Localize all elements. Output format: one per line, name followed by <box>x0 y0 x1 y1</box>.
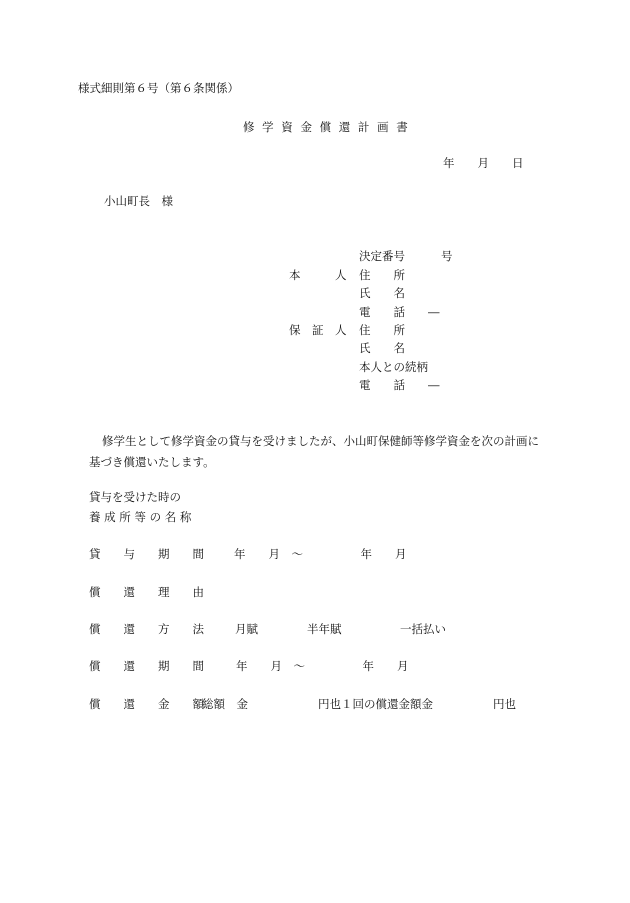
guarantor-heading: 保 証 人 <box>289 323 347 337</box>
principal-address-label: 住 所 <box>359 268 405 282</box>
body-text-line1: 修学生として修学資金の貸与を受けましたが、小山町保健師等修学資金を次の計画に <box>102 434 539 448</box>
repay-period-value: 年 月 ～ 年 月 <box>236 659 409 673</box>
loan-period-value: 年 月 ～ 年 月 <box>234 547 407 561</box>
repay-method-semiannual: 半年賦 <box>307 622 342 636</box>
repay-period-label: 償 還 期 間 <box>89 659 204 673</box>
repay-amount-label: 償 還 金 額 <box>89 697 204 711</box>
form-reference: 様式細則第６号（第６条関係） <box>78 81 239 95</box>
principal-name-label: 氏 名 <box>359 286 405 300</box>
guarantor-relation-label: 本人との続柄 <box>359 360 428 374</box>
guarantor-address-label: 住 所 <box>359 323 405 337</box>
institution-label-line2: 養 成 所 等 の 名 称 <box>89 510 192 524</box>
date-line: 年 月 日 <box>443 156 524 170</box>
addressee: 小山町長 様 <box>104 194 173 208</box>
loan-period-label: 貸 与 期 間 <box>89 547 204 561</box>
repay-method-label: 償 還 方 法 <box>89 622 204 636</box>
decision-number-label: 決定番号 <box>359 249 405 263</box>
principal-heading: 本 人 <box>289 268 347 282</box>
repay-reason-label: 償 還 理 由 <box>89 585 204 599</box>
institution-label-line1: 貸与を受けた時の <box>89 490 181 504</box>
repay-amount-yen-end: 円也 <box>493 697 516 711</box>
guarantor-name-label: 氏 名 <box>359 341 405 355</box>
body-text-line2: 基づき償還いたします。 <box>89 455 215 469</box>
decision-number-suffix: 号 <box>441 249 453 263</box>
page-title: 修 学 資 金 償 還 計 画 書 <box>243 120 410 134</box>
repay-amount-total-label: 総額 金 <box>202 697 248 711</box>
repay-method-lump-sum: 一括払い <box>400 622 446 636</box>
repay-amount-per-installment-label: 円也１回の償還金額金 <box>318 697 433 711</box>
guarantor-phone-label: 電 話 ― <box>359 378 440 392</box>
principal-phone-label: 電 話 ― <box>359 305 440 319</box>
repay-method-monthly: 月賦 <box>235 622 258 636</box>
